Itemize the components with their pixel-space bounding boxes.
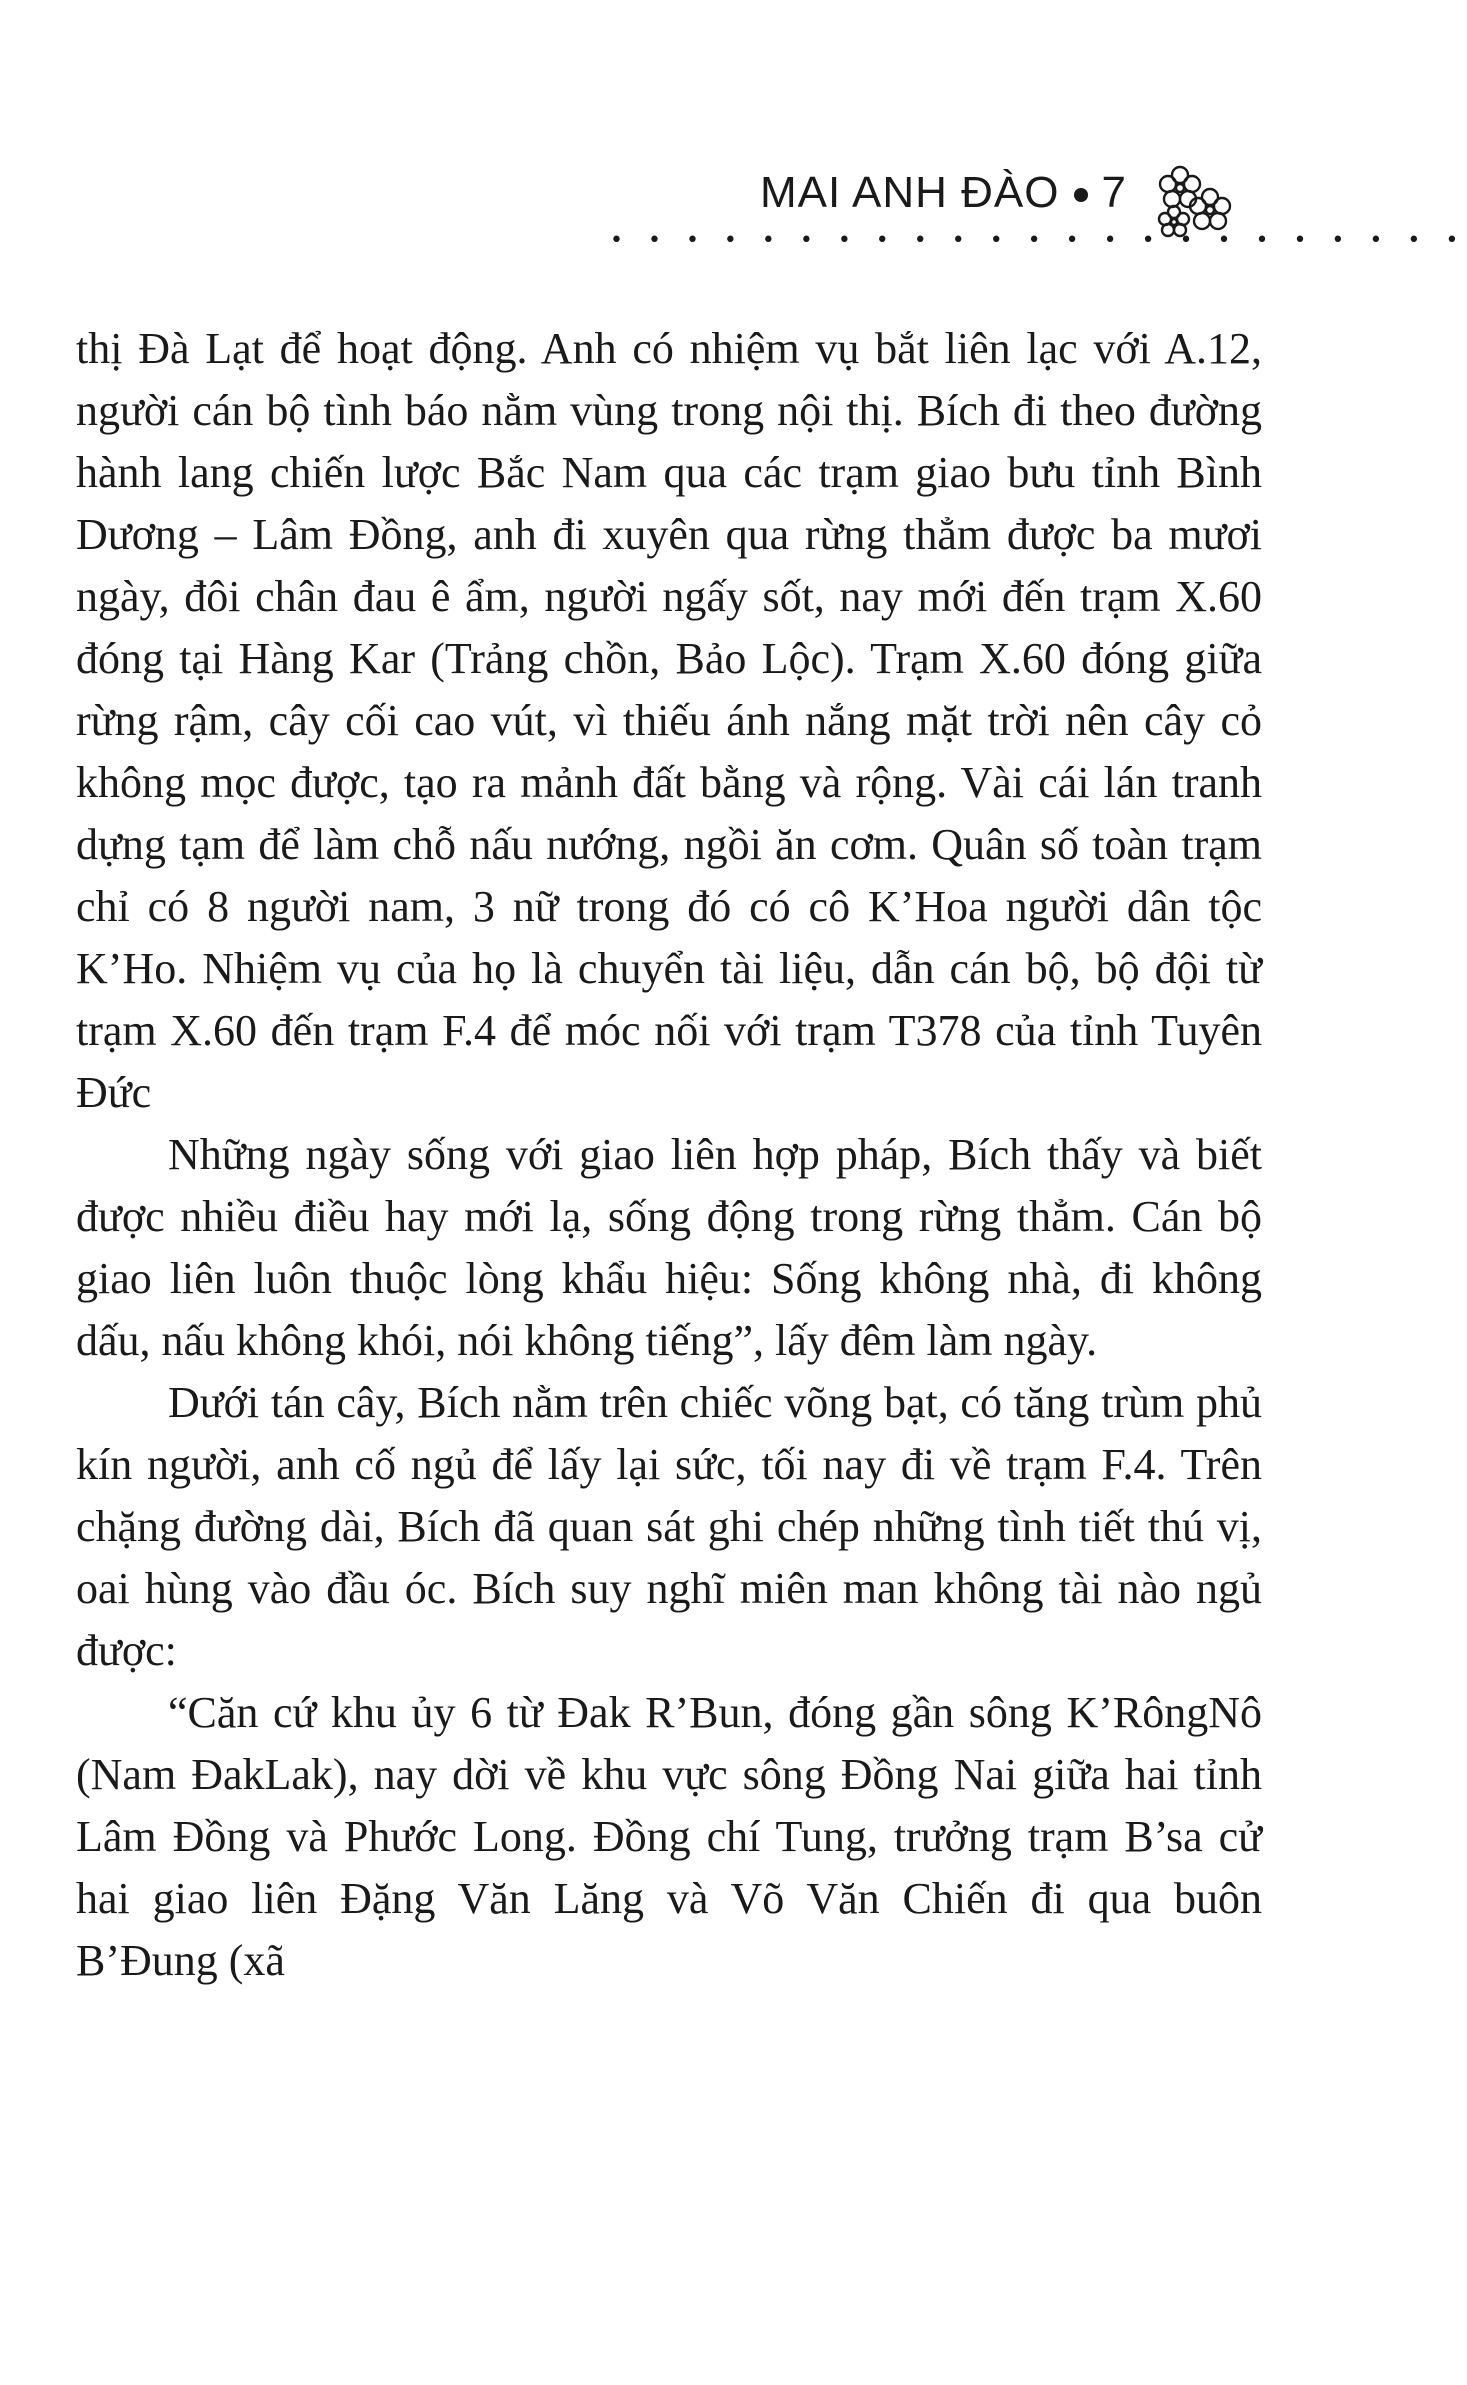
body-text [76, 318, 1262, 1992]
page-number: 7 [1101, 168, 1127, 217]
paragraph-1: thị Đà Lạt để hoạt động. Anh có nhiệm vụ bắt liên lạc với A.12, người cán bộ tình báo nằm vùng trong nội thị. Bích đi theo đường hành lang chiến lược Bắc Nam qua các trạm giao bưu tỉnh Bình Dương – Lâm Đồng, anh đi xuyên qua rừng thẳm được ba mươi ngày, đôi chân đau ê ẩm, người ngấy sốt, nay mới đến trạm X.60 đóng tại Hàng Kar (Trảng chồn, Bảo Lộc). Trạm X.60 đóng giữa rừng rậm, cây cối cao vút, vì thiếu ánh nắng mặt trời nên cây cỏ không mọc được, tạo ra mảnh đất bằng và rộng. Vài cái lán tranh dựng tạm để làm chỗ nấu nướng, ngồi ăn cơm. Quân số toàn trạm chỉ có 8 người nam, 3 nữ trong đó có cô K’Hoa người dân tộc K’Ho. Nhiệm vụ của họ là chuyển tài liệu, dẫn cán bộ, bộ đội từ trạm X.60 đến trạm F.4 để móc nối với trạm T378 của tỉnh Tuyên Đức [76, 324, 1262, 1117]
header-title-line [760, 168, 1127, 218]
paragraph-4: “Căn cứ khu ủy 6 từ Đak R’Bun, đóng gần sông K’RôngNô (Nam ĐakLak), nay dời về khu vực sông Đồng Nai giữa hai tỉnh Lâm Đồng và Phước Long. Đồng chí Tung, trưởng trạm B’sa cử hai giao liên Đặng Văn Lăng và Võ Văn Chiến đi qua buôn B’Đung (xã [76, 1688, 1262, 1985]
running-header [610, 168, 1467, 253]
paragraph-2: Những ngày sống với giao liên hợp pháp, Bích thấy và biết được nhiều điều hay mới lạ, sống động trong rừng thẳm. Cán bộ giao liên luôn thuộc lòng khẩu hiệu: Sống không nhà, đi không dấu, nấu không khói, nói không tiếng”, lấy đêm làm ngày. [76, 1130, 1262, 1365]
cherry-blossom-icon [1150, 160, 1242, 252]
paragraph-3: Dưới tán cây, Bích nằm trên chiếc võng bạt, có tăng trùm phủ kín người, anh cố ngủ để lấy lại sức, tối nay đi về trạm F.4. Trên chặng đường dài, Bích đã quan sát ghi chép những tình tiết thú vị, oai hùng vào đầu óc. Bích suy nghĩ miên man không tài nào ngủ được: [76, 1378, 1262, 1675]
dotted-rule: • • • • • • • • • • • • • • • • • • • • • • • [610, 228, 1467, 253]
book-title: MAI ANH ĐÀO [760, 168, 1060, 217]
bullet-separator [1074, 188, 1088, 202]
